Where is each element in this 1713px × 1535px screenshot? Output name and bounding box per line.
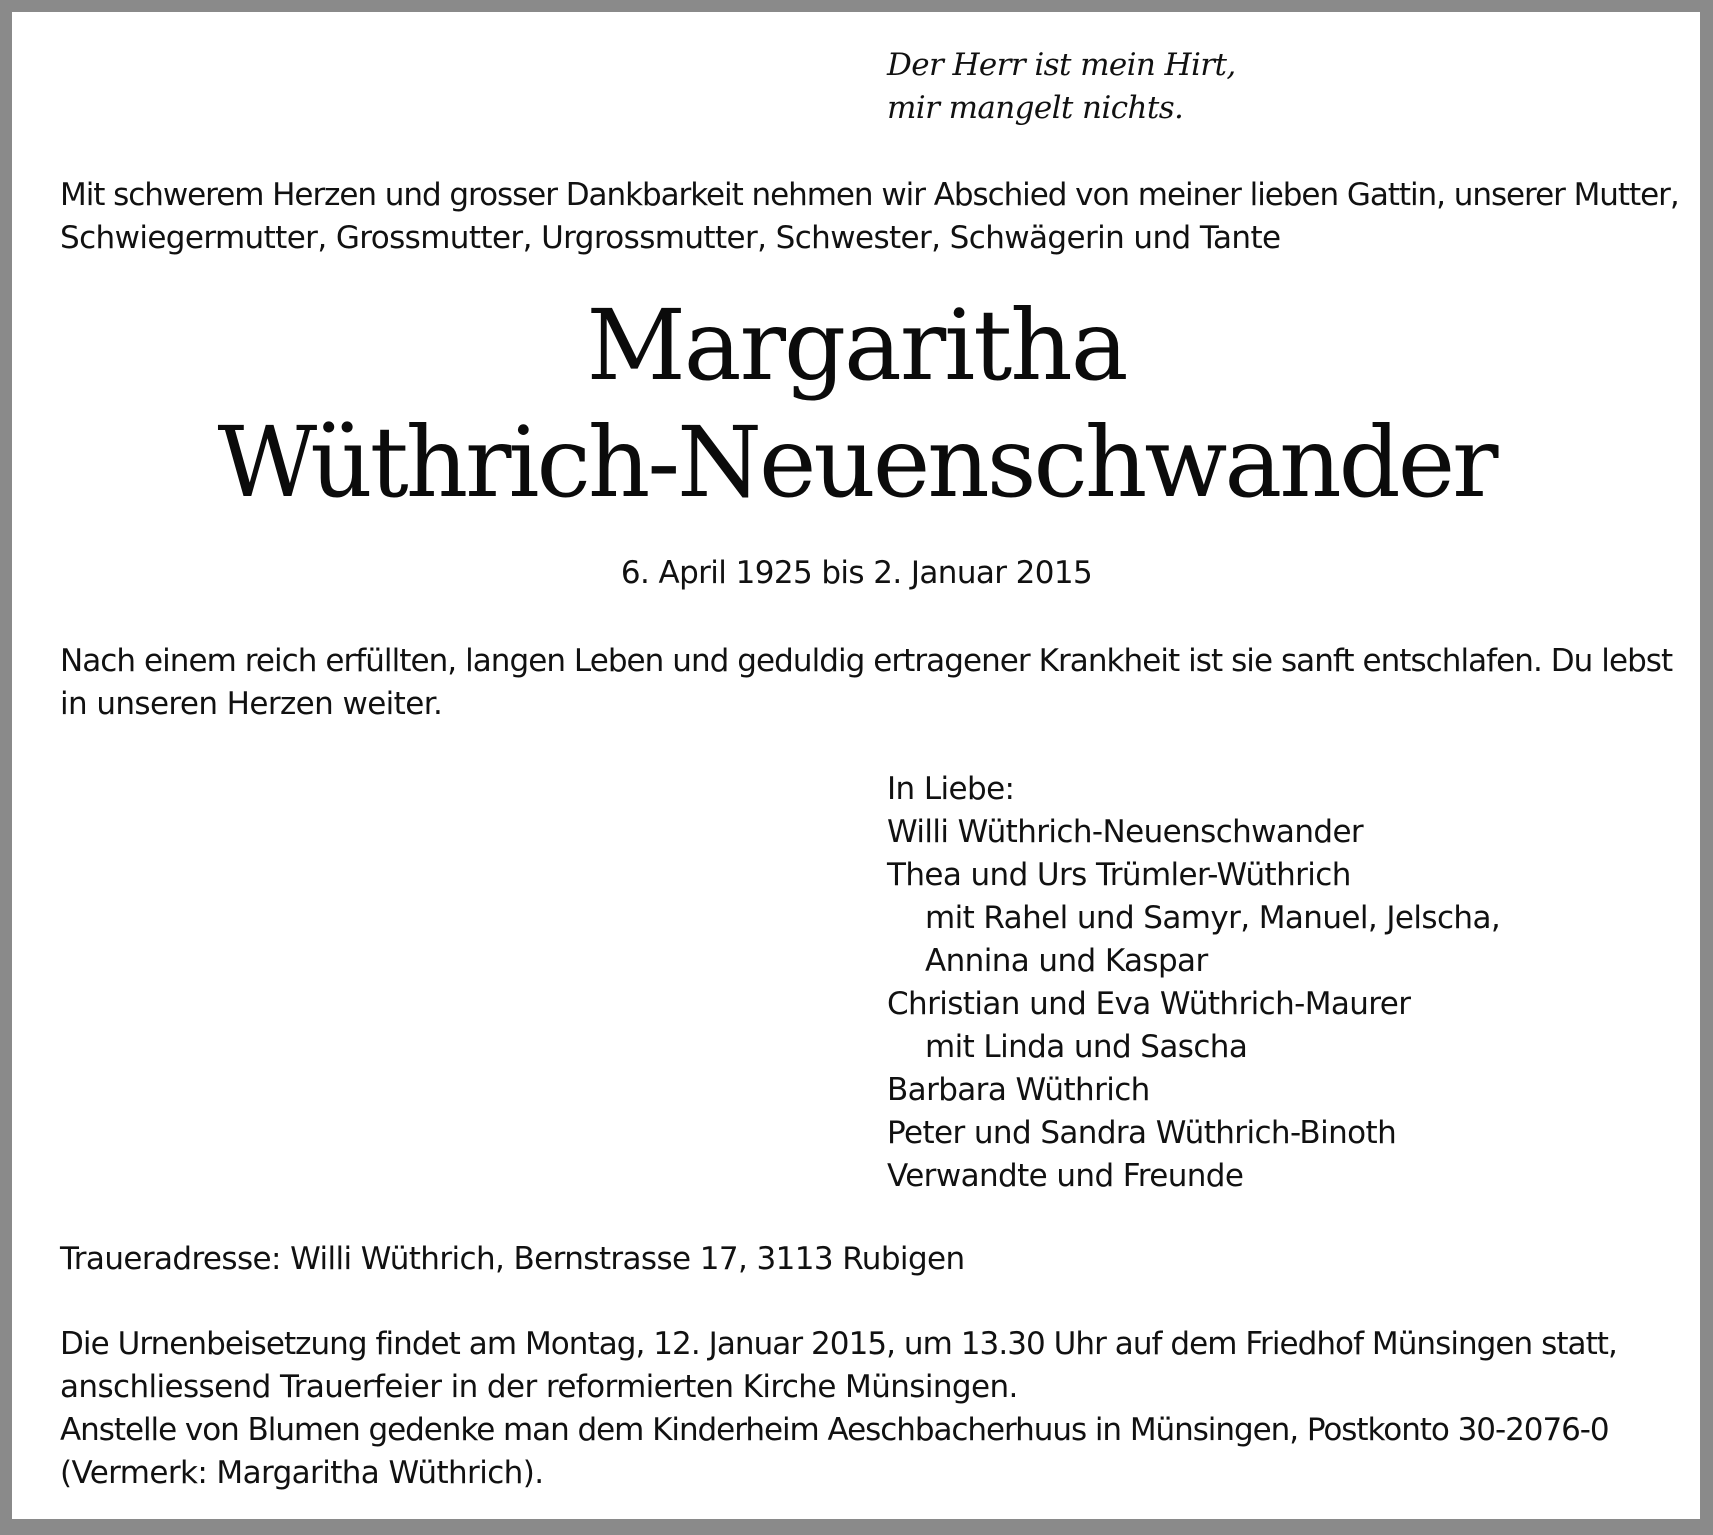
- family-heading: In Liebe:: [887, 771, 1015, 807]
- deceased-last-name: Wüthrich-Neuenschwander: [217, 406, 1496, 519]
- family-member: mit Rahel und Samyr, Manuel, Jelscha,: [925, 900, 1501, 936]
- family-member: Barbara Wüthrich: [887, 1072, 1150, 1108]
- motto-line-2: mir mangelt nichts.: [887, 90, 1184, 126]
- family-member: Verwandte und Freunde: [887, 1158, 1244, 1194]
- family-member: Peter und Sandra Wüthrich-Binoth: [887, 1115, 1397, 1151]
- ceremony-line-3: Anstelle von Blumen gedenke man dem Kinderheim Aeschbacherhuus in Münsingen, Postkonto 30-2076-0: [60, 1412, 1609, 1448]
- deceased-first-name: Margaritha: [586, 289, 1127, 402]
- family-member: Annina und Kaspar: [925, 943, 1208, 979]
- intro-text: [60, 174, 1679, 260]
- intro-line-2: Schwiegermutter, Grossmutter, Urgrossmutter, Schwester, Schwägerin und Tante: [60, 220, 1281, 256]
- tribute-text: [60, 640, 1672, 726]
- intro-line-1: Mit schwerem Herzen und grosser Dankbarkeit nehmen wir Abschied von meiner lieben Gattin, unserer Mutter,: [60, 177, 1679, 213]
- tribute-line-2: in unseren Herzen weiter.: [60, 686, 443, 722]
- life-dates: 6. April 1925 bis 2. Januar 2015: [620, 555, 1093, 591]
- ceremony-text: [60, 1323, 1617, 1495]
- family-member: Thea und Urs Trümler-Wüthrich: [887, 857, 1351, 893]
- family-member: Christian und Eva Wüthrich-Maurer: [887, 986, 1411, 1022]
- bible-motto: [887, 44, 1236, 130]
- tribute-line-1: Nach einem reich erfüllten, langen Leben und geduldig ertragener Krankheit ist sie sanft entschlafen. Du lebst: [60, 643, 1673, 679]
- ceremony-line-2: anschliessend Trauerfeier in der reformierten Kirche Münsingen.: [60, 1369, 1018, 1405]
- deceased-name: [0, 287, 1713, 521]
- family-list: [887, 768, 1500, 1198]
- motto-line-1: Der Herr ist mein Hirt,: [887, 47, 1236, 83]
- family-member: Willi Wüthrich-Neuenschwander: [887, 814, 1364, 850]
- ceremony-line-4: (Vermerk: Margaritha Wüthrich).: [60, 1455, 544, 1491]
- mourning-address: Traueradresse: Willi Wüthrich, Bernstrasse 17, 3113 Rubigen: [60, 1241, 965, 1277]
- family-member: mit Linda und Sascha: [925, 1029, 1248, 1065]
- ceremony-line-1: Die Urnenbeisetzung findet am Montag, 12. Januar 2015, um 13.30 Uhr auf dem Friedhof Münsingen statt,: [60, 1326, 1617, 1362]
